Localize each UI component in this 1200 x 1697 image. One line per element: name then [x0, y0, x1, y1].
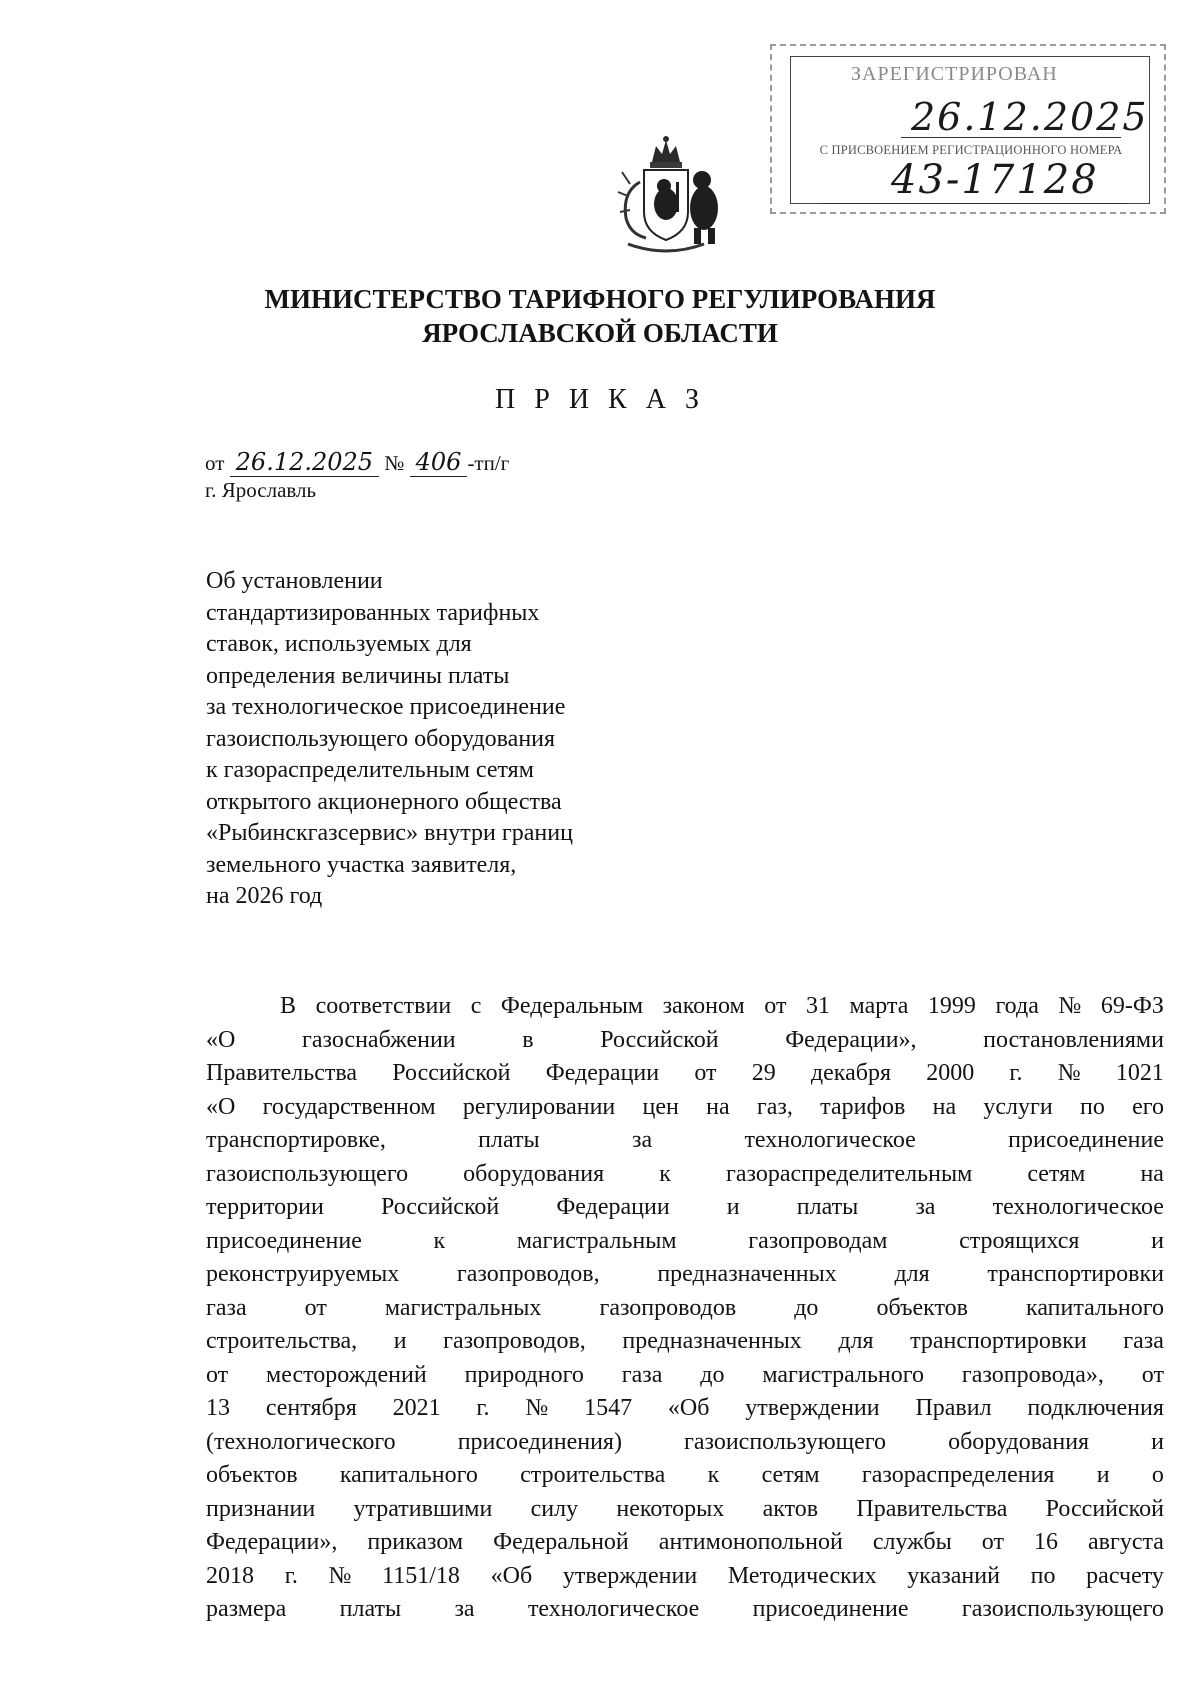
- subject-line: к газораспределительным сетям: [206, 757, 534, 783]
- body-line: строительства, и газопроводов, предназначенных для транспортировки газа: [206, 1328, 1164, 1354]
- yaroslavl-coat-of-arms-icon: [600, 132, 732, 260]
- subject-line: открытого акционерного общества: [206, 788, 562, 815]
- ministry-name: [0, 282, 1200, 350]
- ministry-name-line1: МИНИСТЕРСТВО ТАРИФНОГО РЕГУЛИРОВАНИЯ: [264, 284, 936, 314]
- number-sign: №: [384, 451, 405, 475]
- body-line: присоединение к магистральным газопроводам строящихся и: [206, 1227, 1164, 1254]
- order-body-text: [206, 990, 1164, 1627]
- subject-line: ставок, используемых для: [206, 631, 472, 657]
- registration-stamp-frame: [790, 56, 1150, 204]
- body-line: газоиспользующего оборудования к газораспределительным сетям на: [206, 1160, 1164, 1187]
- body-line: «О государственном регулировании цен на газ, тарифов на услуги по его: [206, 1093, 1164, 1120]
- subject-line: стандартизированных тарифных: [206, 599, 540, 626]
- order-city: г. Ярославль: [205, 478, 317, 502]
- subject-line: газоиспользующего оборудования: [206, 725, 556, 752]
- body-line: Федерации», приказом Федеральной антимонопольной службы от 16 августа: [206, 1529, 1164, 1555]
- ministry-name-line2: ЯРОСЛАВСКОЙ ОБЛАСТИ: [422, 318, 778, 348]
- order-date: 26.12.2025: [230, 448, 379, 477]
- subject-line: за технологическое присоединение: [206, 694, 566, 720]
- order-date-number-line: [205, 448, 509, 477]
- body-line: признании утратившими силу некоторых актов Правительства Российской: [206, 1495, 1164, 1522]
- body-line: объектов капитального строительства к сетям газораспределения и о: [206, 1462, 1164, 1488]
- subject-line: определения величины платы: [206, 662, 510, 689]
- body-line: газа от магистральных газопроводов до объектов капитального: [206, 1294, 1164, 1321]
- stamp-registered-label: ЗАРЕГИСТРИРОВАН: [851, 63, 1058, 85]
- stamp-registration-date: 26.12.2025: [911, 95, 1149, 139]
- body-line: территории Российской Федерации и платы за технологическое: [206, 1194, 1164, 1220]
- from-label: от: [205, 451, 225, 475]
- order-number: 406: [410, 448, 468, 477]
- stamp-caption: С ПРИСВОЕНИЕМ РЕГИСТРАЦИОННОГО НОМЕРА: [819, 143, 1123, 157]
- body-line: 2018 г. № 1151/18 «Об утверждении Методических указаний по расчету: [206, 1562, 1164, 1589]
- subject-line: «Рыбинскгазсервис» внутри границ: [206, 820, 573, 846]
- subject-line: земельного участка заявителя,: [206, 851, 517, 878]
- body-line: транспортировке, платы за технологическое присоединение: [206, 1127, 1164, 1153]
- subject-line: на 2026 год: [206, 883, 323, 909]
- body-line: В соответствии с Федеральным законом от 31 марта 1999 года № 69-ФЗ: [280, 993, 1164, 1019]
- subject-line: Об установлении: [206, 568, 383, 594]
- order-number-suffix: -тп/г: [467, 451, 510, 475]
- body-line: «О газоснабжении в Российской Федерации», постановлениями: [206, 1026, 1164, 1053]
- registration-stamp: [770, 44, 1166, 214]
- body-line: 13 сентября 2021 г. № 1547 «Об утверждении Правил подключения: [206, 1395, 1164, 1421]
- body-line: (технологического присоединения) газоиспользующего оборудования и: [206, 1428, 1164, 1455]
- stamp-registration-number: 43-17128: [891, 157, 1099, 203]
- order-subject: [206, 566, 573, 913]
- body-line: реконструируемых газопроводов, предназначенных для транспортировки: [206, 1261, 1164, 1287]
- stamp-number-underline: [821, 203, 1127, 204]
- body-line: от месторождений природного газа до магистрального газопровода», от: [206, 1361, 1164, 1388]
- body-line: размера платы за технологическое присоединение газоиспользующего: [206, 1596, 1164, 1622]
- stamp-date-underline: [901, 137, 1121, 138]
- body-line: Правительства Российской Федерации от 29 декабря 2000 г. № 1021: [206, 1060, 1164, 1086]
- document-type-title: П Р И К А З: [495, 384, 705, 415]
